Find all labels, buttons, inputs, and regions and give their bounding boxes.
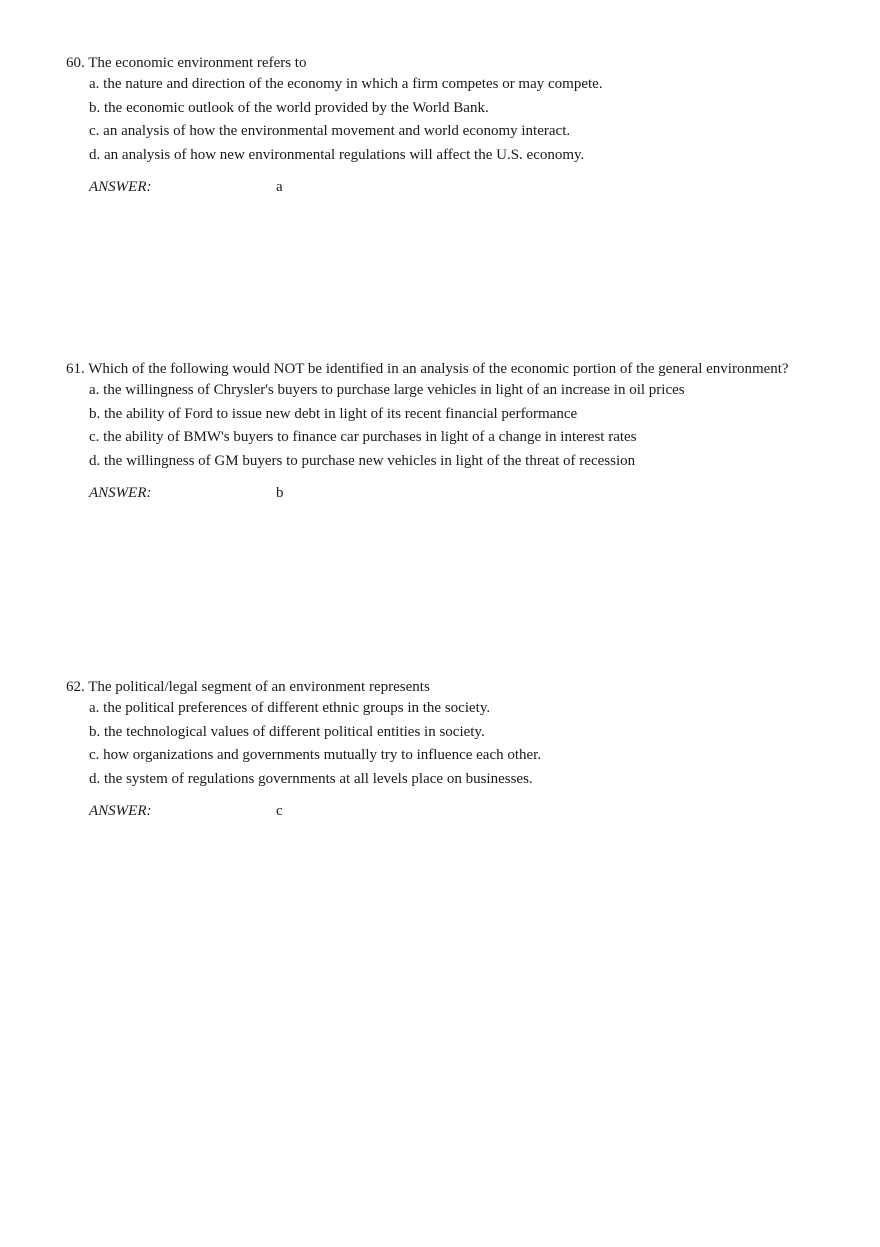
answer-options (66, 697, 866, 791)
answer-label: ANSWER: (89, 803, 152, 819)
answer-value: b (276, 485, 284, 501)
option-a: a. the willingness of Chrysler's buyers to purchase large vehicles in light of an increase in oil prices (89, 382, 685, 398)
answer-value: c (276, 803, 283, 819)
option-c: c. an analysis of how the environmental movement and world economy interact. (89, 123, 571, 139)
question-stem: 60. The economic environment refers to (66, 55, 307, 71)
option-c: c. the ability of BMW's buyers to finance car purchases in light of a change in interest rates (89, 429, 637, 445)
question-60 (66, 53, 866, 197)
question-62 (66, 677, 866, 821)
option-b: b. the technological values of different political entities in society. (89, 723, 485, 740)
option-b: b. the economic outlook of the world provided by the World Bank. (89, 99, 489, 116)
answer-value: a (276, 179, 283, 195)
answer-row (66, 483, 866, 503)
option-a: a. the nature and direction of the economy in which a firm competes or may compete. (89, 76, 603, 92)
answer-label: ANSWER: (89, 485, 152, 501)
question-stem: 61. Which of the following would NOT be identified in an analysis of the economic portion of the general environment? (66, 361, 789, 377)
option-d: d. an analysis of how new environmental regulations will affect the U.S. economy. (89, 146, 585, 163)
answer-row (66, 177, 866, 197)
question-stem: 62. The political/legal segment of an environment represents (66, 679, 430, 695)
answer-label: ANSWER: (89, 179, 152, 195)
option-b: b. the ability of Ford to issue new debt in light of its recent financial performance (89, 405, 578, 422)
option-c: c. how organizations and governments mutually try to influence each other. (89, 747, 542, 763)
option-d: d. the willingness of GM buyers to purchase new vehicles in light of the threat of recession (89, 452, 636, 469)
answer-row (66, 801, 866, 821)
option-a: a. the political preferences of different ethnic groups in the society. (89, 700, 491, 716)
question-61 (66, 359, 866, 503)
option-d: d. the system of regulations governments at all levels place on businesses. (89, 770, 533, 787)
answer-options (66, 379, 866, 473)
answer-options (66, 73, 866, 167)
